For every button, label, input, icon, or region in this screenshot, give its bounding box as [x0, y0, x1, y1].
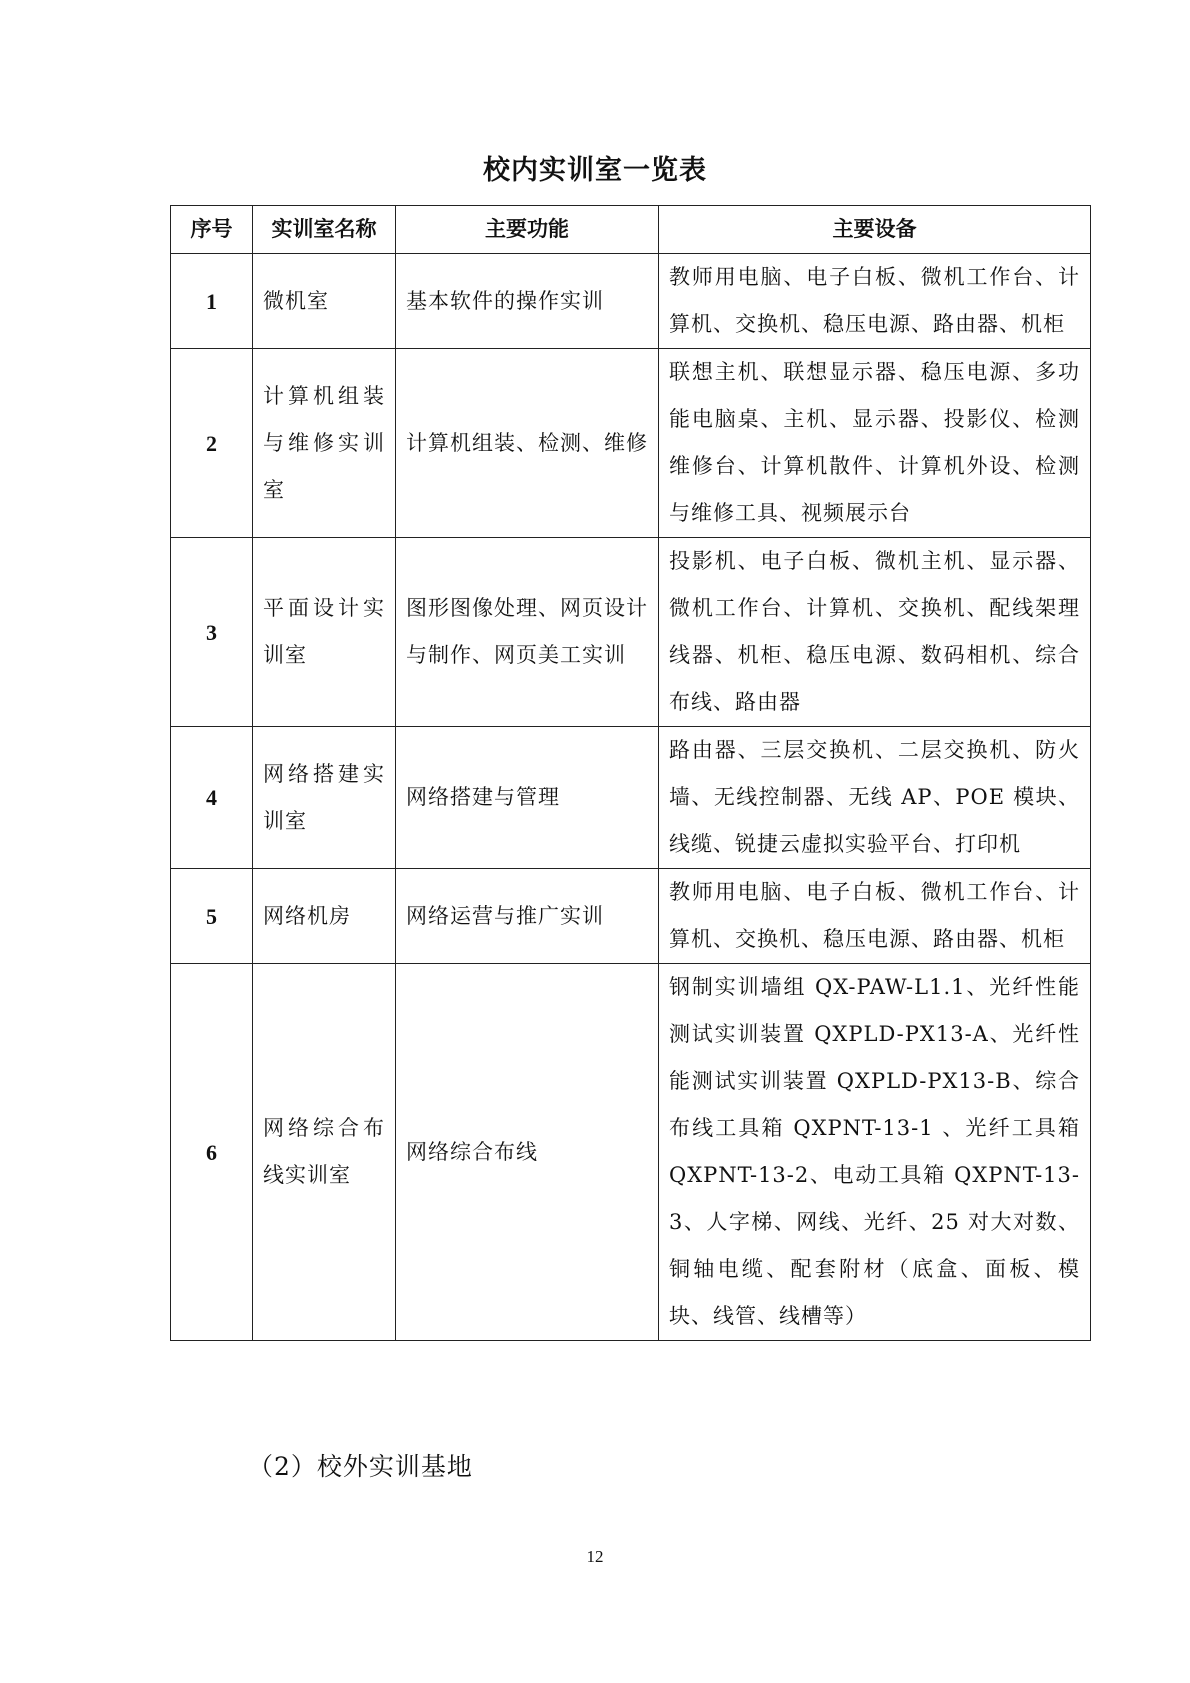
row-room-name: 计算机组装与维修实训室 — [253, 349, 396, 538]
row-no: 1 — [171, 254, 253, 349]
row-equipment: 教师用电脑、电子白板、微机工作台、计算机、交换机、稳压电源、路由器、机柜 — [659, 869, 1091, 964]
row-room-name: 网络搭建实训室 — [253, 727, 396, 869]
row-no: 4 — [171, 727, 253, 869]
row-room-name: 平面设计实训室 — [253, 538, 396, 727]
header-function: 主要功能 — [396, 206, 659, 254]
training-room-table — [170, 205, 1091, 1341]
table-row — [171, 349, 1091, 538]
table-header-row — [171, 206, 1091, 254]
header-equipment: 主要设备 — [659, 206, 1091, 254]
row-function: 基本软件的操作实训 — [396, 254, 659, 349]
row-no: 5 — [171, 869, 253, 964]
row-function: 网络搭建与管理 — [396, 727, 659, 869]
header-name: 实训室名称 — [253, 206, 396, 254]
row-room-name: 网络机房 — [253, 869, 396, 964]
table-row — [171, 538, 1091, 727]
row-function: 网络运营与推广实训 — [396, 869, 659, 964]
row-equipment: 钢制实训墙组 QX-PAW-L1.1、光纤性能测试实训装置 QXPLD-PX13-A、光纤性能测试实训装置 QXPLD-PX13-B、综合布线工具箱 QXPNT-13-1 、光纤工具箱 QXPNT-13-2、电动工具箱 QXPNT-13-3、人字梯、网线、光纤、25 对大对数、铜轴电缆、配套附材（底盒、面板、模块、线管、线槽等） — [659, 964, 1091, 1341]
row-equipment: 教师用电脑、电子白板、微机工作台、计算机、交换机、稳压电源、路由器、机柜 — [659, 254, 1091, 349]
row-equipment: 投影机、电子白板、微机主机、显示器、微机工作台、计算机、交换机、配线架理线器、机柜、稳压电源、数码相机、综合布线、路由器 — [659, 538, 1091, 727]
table-row — [171, 869, 1091, 964]
row-equipment: 联想主机、联想显示器、稳压电源、多功能电脑桌、主机、显示器、投影仪、检测维修台、计算机散件、计算机外设、检测与维修工具、视频展示台 — [659, 349, 1091, 538]
row-function: 计算机组装、检测、维修 — [396, 349, 659, 538]
row-no: 6 — [171, 964, 253, 1341]
row-no: 3 — [171, 538, 253, 727]
table-row — [171, 964, 1091, 1341]
row-function: 网络综合布线 — [396, 964, 659, 1341]
page-number: 12 — [586, 1547, 604, 1566]
section-subheading: （2）校外实训基地 — [248, 1452, 473, 1481]
row-no: 2 — [171, 349, 253, 538]
table-row — [171, 254, 1091, 349]
row-room-name: 微机室 — [253, 254, 396, 349]
row-room-name: 网络综合布线实训室 — [253, 964, 396, 1341]
header-no: 序号 — [171, 206, 253, 254]
row-function: 图形图像处理、网页设计与制作、网页美工实训 — [396, 538, 659, 727]
row-equipment: 路由器、三层交换机、二层交换机、防火墙、无线控制器、无线 AP、POE 模块、线缆、锐捷云虚拟实验平台、打印机 — [659, 727, 1091, 869]
page-title: 校内实训室一览表 — [483, 155, 707, 186]
table-row — [171, 727, 1091, 869]
